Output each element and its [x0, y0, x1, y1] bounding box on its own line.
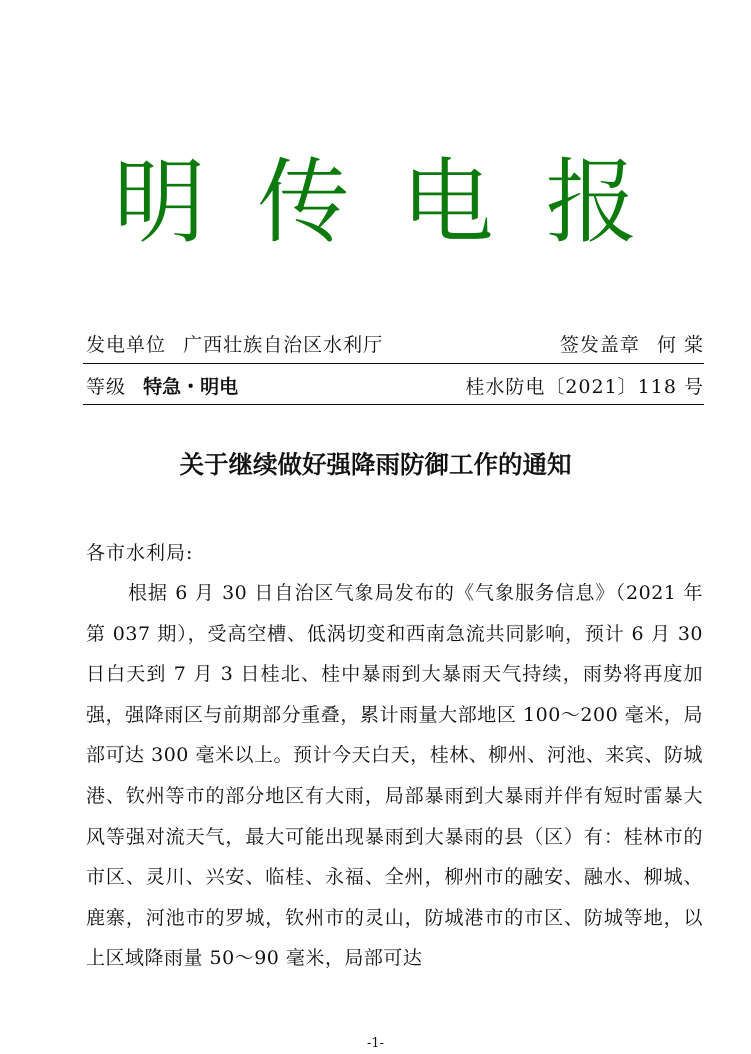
sender-group: [86, 333, 383, 357]
signer-value: 何 棠: [656, 334, 704, 356]
signer-group: [560, 333, 704, 357]
document-number: 桂水防电〔2021〕118 号: [465, 376, 704, 398]
grade-value: 特急・明电: [143, 376, 239, 398]
sender-value: 广西壮族自治区水利厅: [183, 334, 384, 356]
masthead-char-4: 报: [545, 149, 638, 256]
masthead-char-3: 电: [401, 149, 494, 256]
body-paragraph: 根据 6 月 30 日自治区气象局发布的《气象服务信息》（2021 年第 037 期），受高空槽、低涡切变和西南急流共同影响，预计 6 月 30 日白天到 7 月 3 日桂北、桂中暴雨到大暴雨天气持续，雨势将再度加强，强降雨区与前期部分重叠，累计雨量大部地区 100～200 毫米，局部可达 300 毫米以上。预计今天白天，桂林、柳州、河池、来宾、防城港、钦州等市的部分地区有大雨，局部暴雨到大暴雨并伴有短时雷暴大风等强对流天气，最大可能出现暴雨到大暴雨的县（区）有：桂林市的市区、灵川、兴安、临桂、永福、全州，柳州市的融安、融水、柳城、鹿寨，河池市的罗城，钦州市的灵山，防城港市的市区、防城等地，以上区域降雨量 50～90 毫米，局部可达: [86, 582, 703, 970]
grade-group: [86, 375, 238, 399]
masthead-title: [0, 148, 751, 258]
masthead-char-2: 传: [257, 149, 350, 256]
document-title: 关于继续做好强降雨防御工作的通知: [179, 450, 572, 479]
page-number: -1-: [366, 1036, 385, 1051]
sender-row: [86, 333, 704, 357]
masthead-char-1: 明: [113, 149, 206, 256]
grade-label: 等级: [86, 376, 127, 398]
header-rule-top: [83, 363, 704, 364]
signer-label: 签发盖章: [559, 334, 640, 356]
grade-row: [86, 375, 704, 399]
salutation: 各市水利局:: [86, 542, 194, 564]
header-rule-bottom: [83, 404, 704, 405]
sender-label: 发电单位: [86, 334, 167, 356]
